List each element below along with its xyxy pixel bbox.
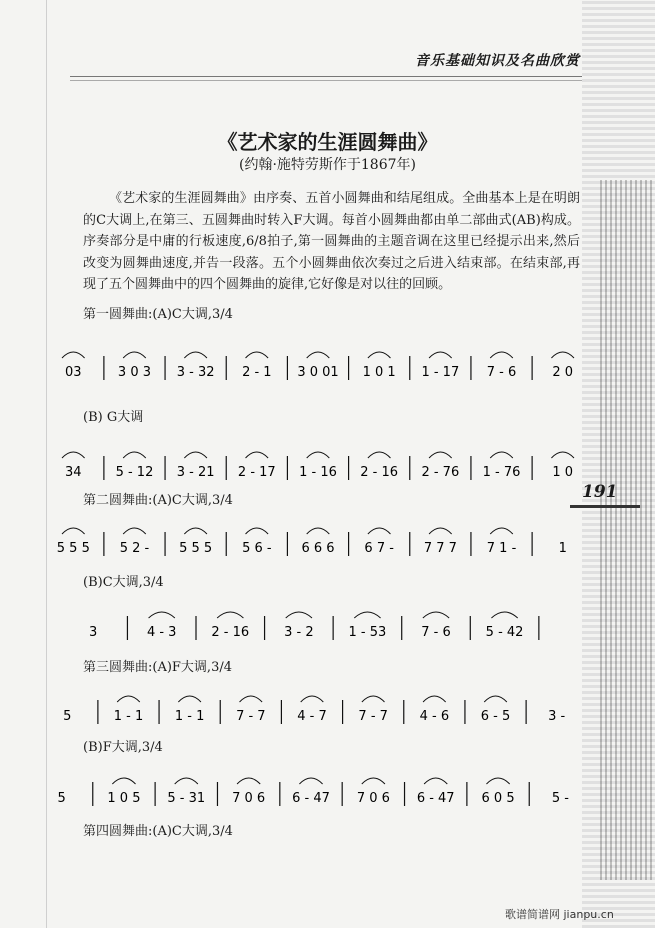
slur [486,778,509,784]
note-group: 6 6 6 [301,541,335,556]
notation-line-1 [58,336,578,416]
note-group: 5 5 5 [56,541,90,556]
slur [286,612,312,618]
slur [490,352,513,358]
slur [123,528,146,534]
note-group: 5 6 - [242,541,272,556]
note-group: 7 - 7 [236,709,266,724]
slur [551,352,574,358]
section-label: 第三圆舞曲:(A)F大调,3/4 [83,660,232,675]
slur [429,528,452,534]
slur [184,528,207,534]
note-group: 6 0 5 [481,791,515,806]
section-label: (B) G大调 [83,410,144,425]
notation-svg [58,512,578,572]
note-group: 7 1 - [486,541,517,556]
article-title: 《艺术家的生涯圆舞曲》 [217,130,438,154]
note-group: 1 - 1 [113,709,144,724]
note-group: 5 5 5 [179,541,213,556]
slur [246,452,269,458]
notation-svg [58,336,578,396]
section-label: (B)F大调,3/4 [83,740,163,755]
header-rule-thin [70,80,582,81]
slur [246,352,269,358]
note-group: 7 7 7 [423,541,457,556]
slur [362,696,385,702]
slur [237,778,260,784]
slur [307,452,330,458]
note-group: 6 - 5 [480,709,511,724]
note-group: 2 - 1 [242,365,272,380]
page-number-rule [570,505,640,508]
notation-svg [46,762,576,822]
notation-line-2 [58,436,578,516]
note-group: 6 - 47 [292,791,330,806]
note-group: 3 - 32 [176,365,215,380]
slur [362,778,385,784]
note-group: 5 2 - [119,541,150,556]
note-group: 3 - [548,709,566,724]
note-group: 4 - 3 [146,625,177,640]
slur [117,696,140,702]
note-group: 34 [65,465,82,480]
slur [429,452,452,458]
notation-svg [52,680,572,740]
note-group: 3 - 21 [176,465,215,480]
slur [423,696,446,702]
note-group: 3 - 2 [284,625,314,640]
section-label: 第二圆舞曲:(A)C大调,3/4 [83,493,233,508]
slur [184,352,207,358]
slur [149,612,175,618]
note-group: 3 0 3 [117,365,152,380]
note-group: 4 - 7 [297,709,327,724]
section-label: 第四圆舞曲:(A)C大调,3/4 [83,824,233,839]
slur [240,696,263,702]
note-group: 5 [57,791,66,806]
note-group: 2 - 16 [211,625,250,640]
note-group: 3 0 01 [297,365,339,380]
slur [490,452,513,458]
slur [368,452,391,458]
notation-line-6 [46,762,576,842]
slur [62,528,85,534]
slur [490,528,513,534]
slur [217,612,243,618]
note-group: 2 - 16 [360,465,399,480]
slur [175,778,198,784]
section-label: (B)C大调,3/4 [83,575,164,590]
slur [246,528,269,534]
note-group: 7 0 6 [232,791,266,806]
slur [429,352,452,358]
note-group: 1 - 17 [421,365,460,380]
note-group: 6 7 - [364,541,394,556]
note-group: 2 0 [552,365,574,380]
slur [354,612,380,618]
note-group: 1 - 1 [174,709,205,724]
slur [123,452,146,458]
article-subtitle: (约翰·施特劳斯作于1867年) [238,157,416,173]
notation-svg [76,596,556,656]
notation-svg [58,436,578,496]
note-group: 2 - 76 [421,465,460,480]
note-group: 4 - 6 [419,709,450,724]
notation-line-3 [58,512,578,592]
note-group: 3 [89,625,98,640]
note-group: 5 - [551,791,569,806]
slur [368,352,391,358]
notation-line-5 [52,680,572,760]
note-group: 5 - 42 [485,625,524,640]
article-paragraph: 《艺术家的生涯圆舞曲》由序奏、五首小圆舞曲和结尾组成。全曲基本上是在明朗的C大调上,在第三、五圆舞曲时转入F大调。每首小圆舞曲都由单二部曲式(AB)构成。序奏部分是中庸的行板速度,6/8拍子,第一圆舞曲的主题音调在这里已经提示出来,然后改变为圆舞曲速度,并告一段落。五个小圆舞曲依次奏过之后进入结束部。在结束部,再现了五个圆舞曲中的四个圆舞曲的旋律,它好像是对以往的回顾。 [83,191,580,292]
note-group: 5 - 12 [115,465,154,480]
watermark: 歌谱简谱网 jianpu.cn [505,908,614,921]
slur [184,452,207,458]
note-group: 03 [65,365,82,380]
slur [62,452,85,458]
slur [301,696,324,702]
slur [112,778,135,784]
notation-line-4 [76,596,556,676]
slur [491,612,517,618]
slur [307,528,330,534]
note-group: 2 - 17 [237,465,276,480]
note-group: 7 - 6 [486,365,517,380]
note-group: 7 - 6 [421,625,451,640]
note-group: 1 [558,541,567,556]
running-header: 音乐基础知识及名曲欣赏 [415,53,580,69]
note-group: 1 0 5 [107,791,141,806]
note-group: 5 [63,709,72,724]
note-group: 6 - 47 [416,791,455,806]
slur [299,778,322,784]
slur [551,452,574,458]
slur [178,696,201,702]
page-number: 191 [582,482,618,502]
note-group: 7 0 6 [356,791,390,806]
slur [307,352,330,358]
header-rule [70,76,582,77]
note-group: 1 0 1 [362,365,396,380]
slur [123,352,146,358]
note-group: 1 - 16 [299,465,337,480]
section-label: 第一圆舞曲:(A)C大调,3/4 [83,307,233,322]
note-group: 1 0 [552,465,574,480]
slur [424,778,447,784]
note-group: 5 - 31 [167,791,206,806]
note-group: 7 - 7 [358,709,388,724]
slur [423,612,449,618]
note-group: 1 - 76 [482,465,521,480]
slur [484,696,507,702]
note-group: 1 - 53 [348,625,387,640]
page-edge-texture [600,180,655,880]
slur [62,352,85,358]
slur [368,528,391,534]
